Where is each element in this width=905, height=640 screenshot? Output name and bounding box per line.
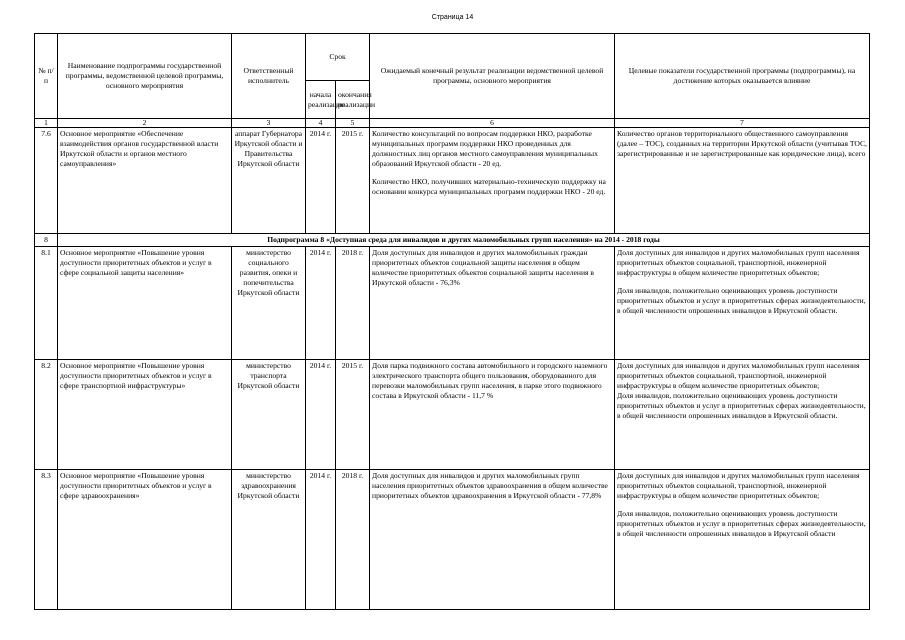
program-table xyxy=(34,33,870,610)
row-result xyxy=(370,247,615,360)
row-name: Основное мероприятие «Повышение уровня доступности приоритетных объектов и услуг в сфере транспортной инфраструктуры» xyxy=(58,360,232,470)
column-number: 6 xyxy=(370,119,615,128)
section-num: 8 xyxy=(35,234,58,247)
indicator-paragraph: Доля инвалидов, положительно оценивающих уровень доступности приоритетных объектов и услуг в приоритетных сферах жизнедеятельности, в общей численности опрошенных инвалидов в Иркутской области xyxy=(617,509,866,538)
header-num: № п/п xyxy=(35,34,58,119)
result-paragraph: Количество НКО, получивших материально-техническую поддержку на основании конкурса муниципальных программ поддержки НКО - 20 ед. xyxy=(372,177,606,196)
result-paragraph: Количество консультаций по вопросам поддержки НКО, разработке муниципальных программ поддержки НКО проведенных для должностных лиц органов местного самоуправления муниципальных образований Иркутской области - 20 ед. xyxy=(372,129,598,168)
section-row xyxy=(35,234,870,247)
row-name: Основное мероприятие «Обеспечение взаимодействия органов государственной власти Иркутской области и органов местного самоуправления» xyxy=(58,128,232,234)
table-row xyxy=(35,247,870,360)
indicator-paragraph: Доля доступных для инвалидов и других маломобильных групп населения приоритетных объектов социальной, транспортной, инженерной инфраструктуры в общем количестве приоритетных объектов; xyxy=(617,248,860,277)
header-start: начала реализации xyxy=(306,81,336,119)
row-indicators xyxy=(615,247,870,360)
column-number-row xyxy=(35,119,870,128)
column-number: 5 xyxy=(336,119,370,128)
row-responsible: министерство здравоохранения Иркутской области xyxy=(232,470,306,610)
section-title: Подпрограмма 8 «Доступная среда для инвалидов и других маломобильных групп населения» на 2014 - 2018 годы xyxy=(58,234,870,247)
row-start: 2014 г. xyxy=(306,128,336,234)
row-end: 2015 г. xyxy=(336,128,370,234)
column-number: 1 xyxy=(35,119,58,128)
column-number: 3 xyxy=(232,119,306,128)
header-row xyxy=(35,34,870,81)
row-name: Основное мероприятие «Повышение уровня доступности приоритетных объектов и услуг в сфере социальной защиты населения» xyxy=(58,247,232,360)
header-name: Наименование подпрограммы государственной программы, ведомственной целевой программы, основного мероприятия xyxy=(58,34,232,119)
column-number: 4 xyxy=(306,119,336,128)
row-start: 2014 г. xyxy=(306,360,336,470)
table-row xyxy=(35,470,870,610)
result-paragraph: Доля доступных для инвалидов и других маломобильных граждан приоритетных объектов социальной защиты населения в общем количестве приоритетных объектов социальной защиты населения в Иркутской области - 76,3% xyxy=(372,248,594,287)
row-num: 8.1 xyxy=(35,247,58,360)
header-indicators: Целевые показатели государственной программы (подпрограммы), на достижение которых оказывается влияние xyxy=(615,34,870,119)
indicator-paragraph: Доля доступных для инвалидов и других маломобильных групп населения приоритетных объектов социальной, транспортной, инженерной инфраструктуры в общем количестве приоритетных объектов; xyxy=(617,471,860,500)
header-responsible: Ответственный исполнитель xyxy=(232,34,306,119)
row-indicators xyxy=(615,128,870,234)
row-responsible: министерство социального развития, опеки и попечительства Иркутской области xyxy=(232,247,306,360)
table-row xyxy=(35,128,870,234)
row-name: Основное мероприятие «Повышение уровня доступности приоритетных объектов и услуг в сфере здравоохранения» xyxy=(58,470,232,610)
indicator-paragraph: Доля доступных для инвалидов и других маломобильных групп населения приоритетных объектов социальной, транспортной, инженерной инфраструктуры в общем количестве приоритетных объектов; xyxy=(617,361,860,390)
row-end: 2018 г. xyxy=(336,247,370,360)
row-indicators xyxy=(615,360,870,470)
row-responsible: аппарат Губернатора Иркутской области и Правительства Иркутской области xyxy=(232,128,306,234)
indicator-paragraph: Количество органов территориального общественного самоуправления (далее – ТОС), созданных на территории Иркутской области (учитывая ТОС, зарегистрированные и не зарегистрированные как юридические лица), всего xyxy=(617,129,867,158)
row-start: 2014 г. xyxy=(306,470,336,610)
row-indicators xyxy=(615,470,870,610)
header-term: Срок xyxy=(306,34,370,81)
header-end: окончания реализации xyxy=(336,81,370,119)
page-header: Страница 14 xyxy=(431,14,474,21)
table-row xyxy=(35,360,870,470)
header-result: Ожидаемый конечный результат реализации ведомственной целевой программы, основного мероприятия xyxy=(370,34,615,119)
row-responsible: министерство транспорта Иркутской области xyxy=(232,360,306,470)
result-paragraph: Доля доступных для инвалидов и других маломобильных групп населения приоритетных объектов здравоохранения в общем количестве приоритетных объектов здравоохранения в Иркутской области - 77,8% xyxy=(372,471,608,500)
column-number: 7 xyxy=(615,119,870,128)
row-num: 7.6 xyxy=(35,128,58,234)
row-result xyxy=(370,128,615,234)
row-end: 2018 г. xyxy=(336,470,370,610)
row-result xyxy=(370,470,615,610)
row-start: 2014 г. xyxy=(306,247,336,360)
indicator-paragraph: Доля инвалидов, положительно оценивающих уровень доступности приоритетных объектов и услуг в приоритетных сферах жизнедеятельности, в общей численности опрошенных инвалидов в Иркутской области. xyxy=(617,286,866,315)
row-num: 8.3 xyxy=(35,470,58,610)
row-result xyxy=(370,360,615,470)
row-num: 8.2 xyxy=(35,360,58,470)
indicator-paragraph: Доля инвалидов, положительно оценивающих уровень доступности приоритетных объектов и услуг в приоритетных сферах жизнедеятельности, в общей численности опрошенных инвалидов в Иркутской области. xyxy=(617,391,866,420)
row-end: 2015 г. xyxy=(336,360,370,470)
column-number: 2 xyxy=(58,119,232,128)
result-paragraph: Доля парка подвижного состава автомобильного и городского наземного электрического транспорта общего пользования, оборудованного для перевозки маломобильных групп населения, в парке этого подвижного состава в Иркутской области - 11,7 % xyxy=(372,361,608,400)
